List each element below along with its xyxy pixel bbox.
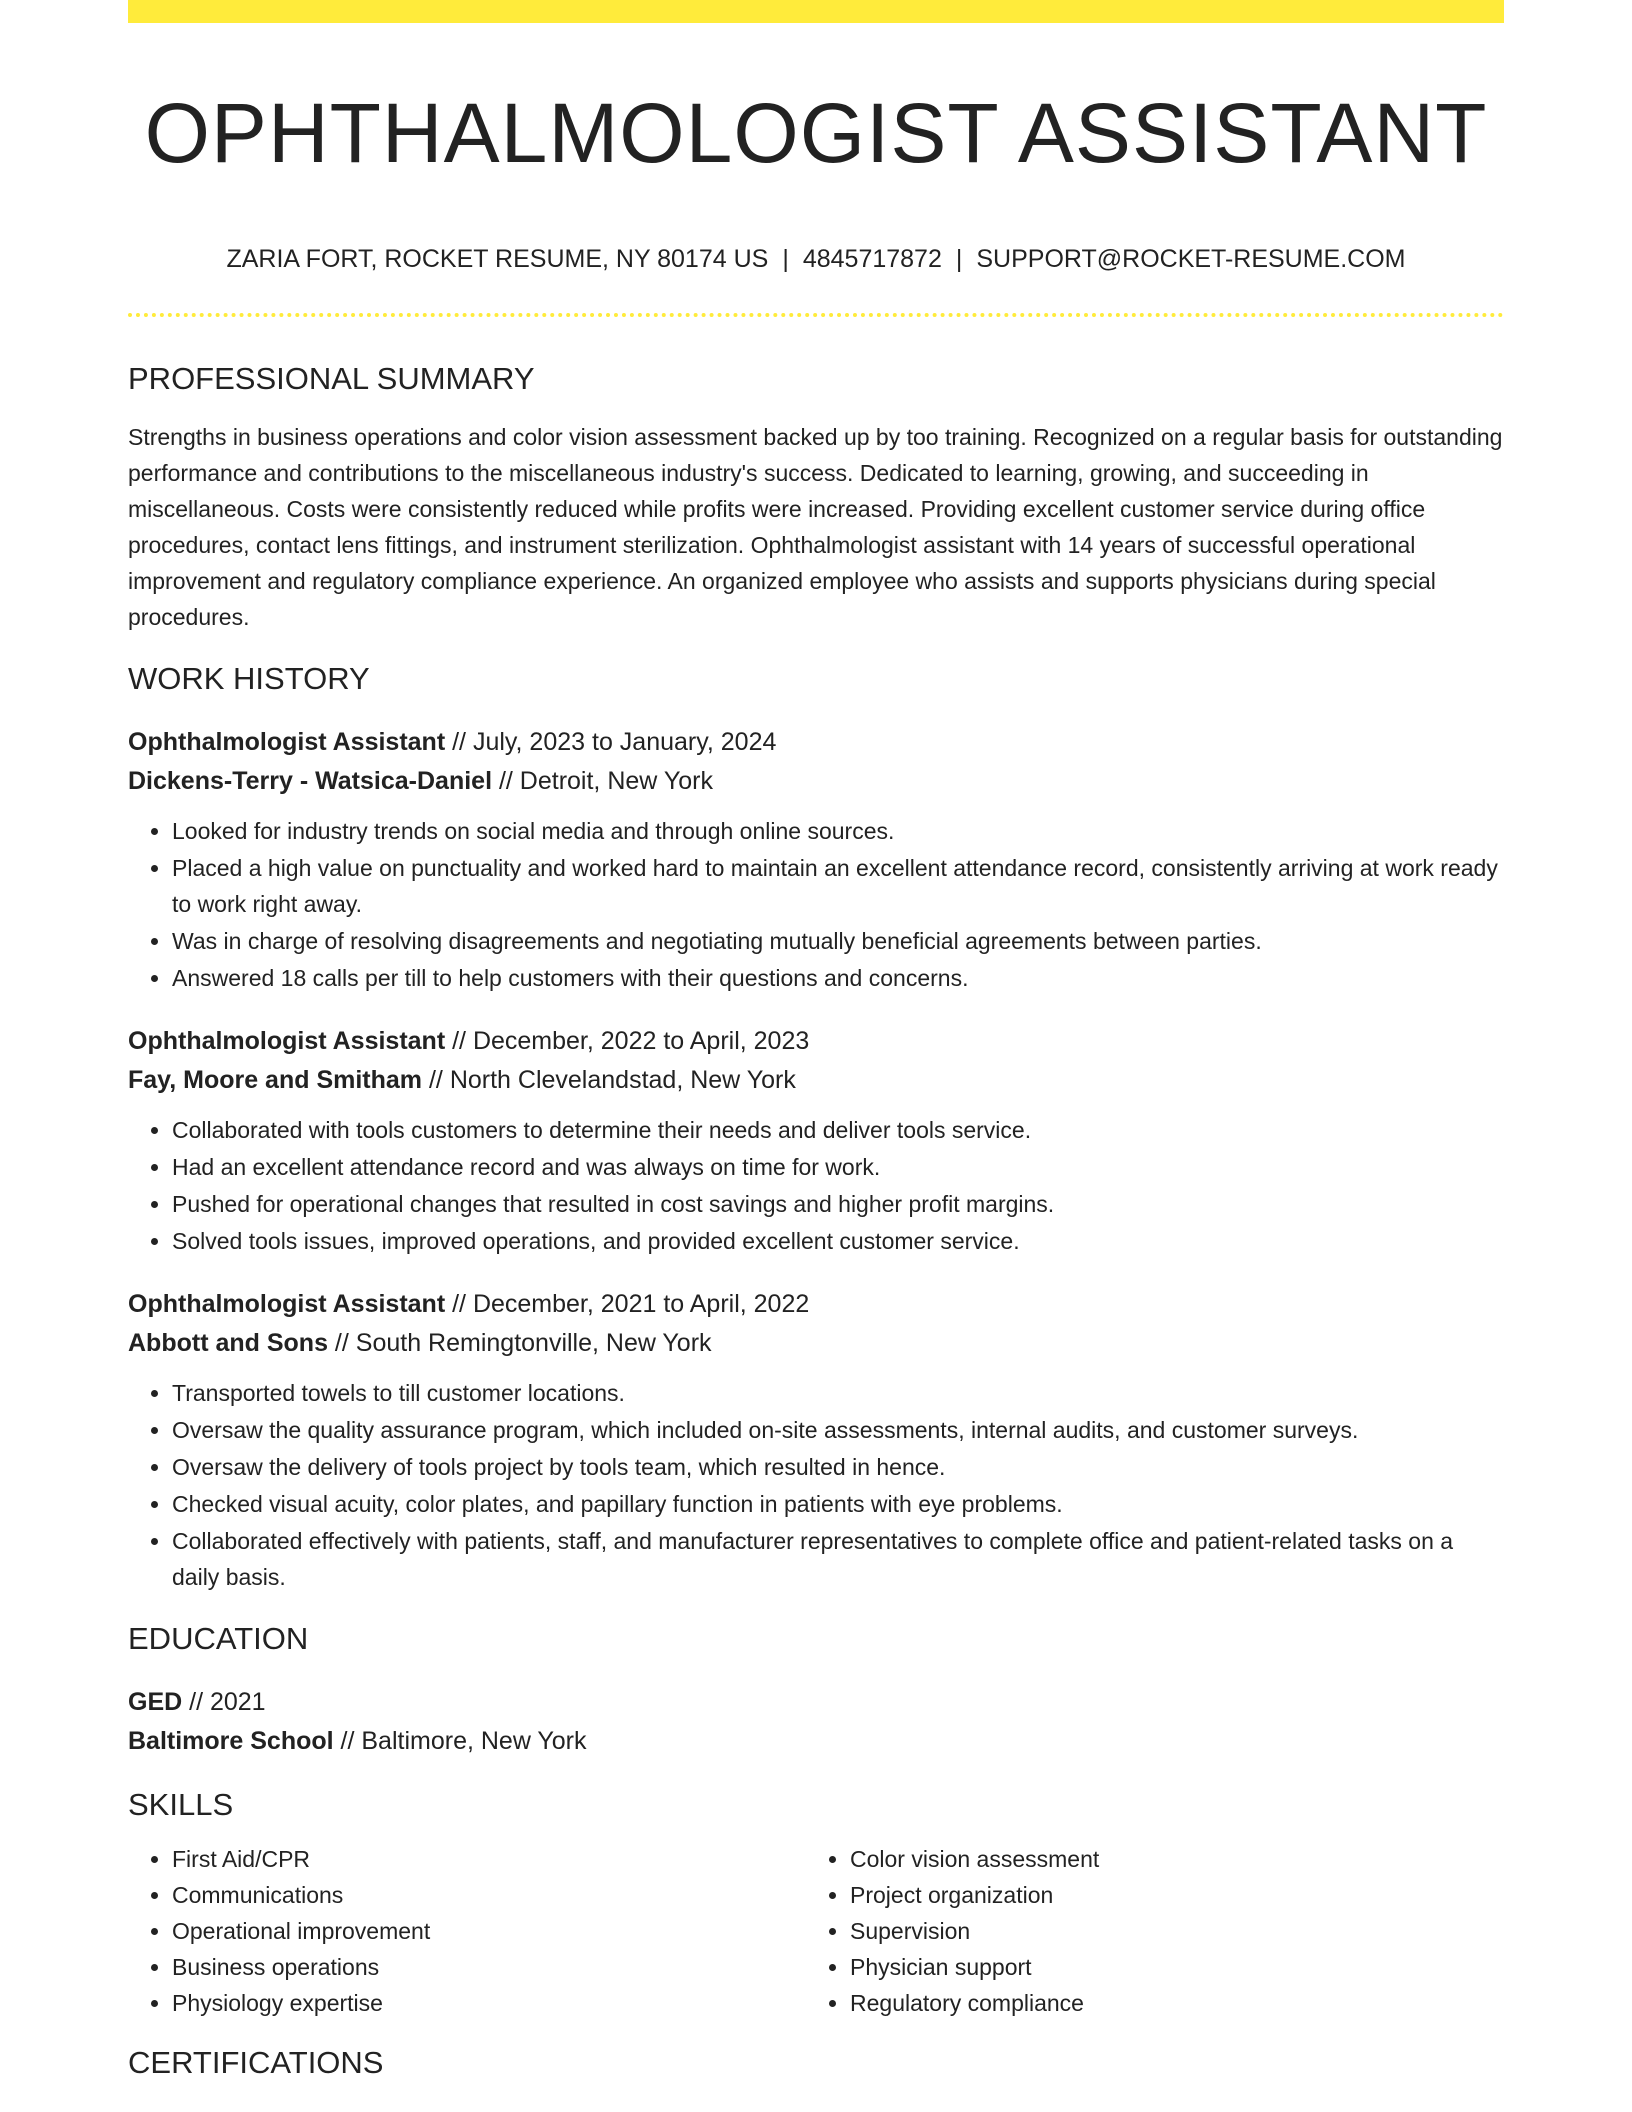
resume-page: [128, 0, 1504, 2081]
education-school: Baltimore School: [128, 1727, 334, 1755]
job-bullet: • Answered 18 calls per till to help customers with their questions and concerns.: [172, 960, 1504, 996]
job-bullet: • Collaborated with tools customers to determine their needs and deliver tools service.: [172, 1112, 1504, 1148]
skill-item: • First Aid/CPR: [172, 1841, 806, 1877]
job-bullets: [128, 1375, 1504, 1595]
job-title-line: [128, 1022, 1504, 1061]
job-company-line: [128, 762, 1504, 801]
job-bullet: • Oversaw the quality assurance program, which included on-site assessments, internal audits, and customer surveys.: [172, 1412, 1504, 1448]
job-company: Fay, Moore and Smitham: [128, 1066, 423, 1094]
education-school-line: [128, 1722, 1504, 1761]
job-location: // Detroit, New York: [492, 767, 713, 795]
skill-item: • Physician support: [850, 1949, 1484, 1985]
summary-heading: PROFESSIONAL SUMMARY: [128, 361, 535, 396]
job-bullets: [128, 813, 1504, 996]
skill-item: • Regulatory compliance: [850, 1985, 1484, 2021]
accent-top-bar: [128, 0, 1504, 23]
job-bullet: • Had an excellent attendance record and was always on time for work.: [172, 1149, 1504, 1185]
job-title: Ophthalmologist Assistant: [128, 1027, 446, 1055]
skills-column-left: [128, 1841, 806, 2021]
education-entry: [128, 1683, 1504, 1761]
job-title-line: [128, 1285, 1504, 1324]
job-bullet: • Collaborated effectively with patients, staff, and manufacturer representatives to complete office and patient-related tasks on a daily basis.: [172, 1523, 1504, 1595]
resume-title: OPHTHALMOLOGIST ASSISTANT: [144, 86, 1488, 180]
job-dates: // December, 2022 to April, 2023: [445, 1027, 810, 1055]
dotted-divider: [128, 313, 1504, 317]
education-heading: EDUCATION: [128, 1621, 309, 1656]
job-bullet: • Checked visual acuity, color plates, and papillary function in patients with eye problems.: [172, 1486, 1504, 1522]
job-location: // North Clevelandstad, New York: [422, 1066, 796, 1094]
job-title: Ophthalmologist Assistant: [128, 728, 446, 756]
job-bullet: • Oversaw the delivery of tools project by tools team, which resulted in hence.: [172, 1449, 1504, 1485]
work-history-heading: WORK HISTORY: [128, 661, 370, 696]
job-bullet: • Solved tools issues, improved operations, and provided excellent customer service.: [172, 1223, 1504, 1259]
job-location: // South Remingtonville, New York: [327, 1329, 712, 1357]
certifications-heading: CERTIFICATIONS: [128, 2045, 384, 2080]
skill-item: • Operational improvement: [172, 1913, 806, 1949]
job-bullet: • Transported towels to till customer locations.: [172, 1375, 1504, 1411]
skills-column-right: [806, 1841, 1484, 2021]
skills-grid: [128, 1841, 1504, 2021]
skill-item: • Physiology expertise: [172, 1985, 806, 2021]
skill-item: • Project organization: [850, 1877, 1484, 1913]
contact-address: ZARIA FORT, ROCKET RESUME, NY 80174 US: [226, 245, 769, 273]
job-company: Abbott and Sons: [128, 1329, 328, 1357]
job-company-line: [128, 1324, 1504, 1363]
job-bullet: • Looked for industry trends on social media and through online sources.: [172, 813, 1504, 849]
education-degree-line: [128, 1683, 1504, 1722]
contact-separator: |: [782, 245, 789, 273]
skill-item: • Business operations: [172, 1949, 806, 1985]
education-location: // Baltimore, New York: [333, 1727, 587, 1755]
job-company-line: [128, 1061, 1504, 1100]
skills-heading: SKILLS: [128, 1787, 234, 1822]
job-entry: [128, 723, 1504, 996]
job-title: Ophthalmologist Assistant: [128, 1290, 446, 1318]
skill-item: • Color vision assessment: [850, 1841, 1484, 1877]
education-year: // 2021: [182, 1688, 266, 1716]
job-title-line: [128, 723, 1504, 762]
job-entry: [128, 1285, 1504, 1595]
skill-item: • Supervision: [850, 1913, 1484, 1949]
summary-text: Strengths in business operations and color vision assessment backed up by too training. Recognized on a regular basis for outstanding performance and contributions to the miscellaneous industry's success. Dedicated to learning, growing, and succeeding in miscellaneous. Costs were consistently reduced while profits were increased. Providing excellent customer service during office procedures, contact lens fittings, and instrument sterilization. Ophthalmologist assistant with 14 years of successful operational improvement and regulatory compliance experience. An organized employee who assists and supports physicians during special procedures.: [128, 424, 1503, 630]
skill-item: • Communications: [172, 1877, 806, 1913]
contact-line: [128, 244, 1504, 274]
contact-email: SUPPORT@ROCKET-RESUME.COM: [976, 245, 1406, 273]
job-bullet: • Pushed for operational changes that resulted in cost savings and higher profit margins.: [172, 1186, 1504, 1222]
job-bullet: • Placed a high value on punctuality and worked hard to maintain an excellent attendance record, consistently arriving at work ready to work right away.: [172, 850, 1504, 922]
contact-separator: |: [955, 245, 963, 273]
contact-phone: 4845717872: [802, 245, 942, 273]
job-dates: // December, 2021 to April, 2022: [445, 1290, 810, 1318]
job-bullets: [128, 1112, 1504, 1259]
job-dates: // July, 2023 to January, 2024: [445, 728, 777, 756]
job-entry: [128, 1022, 1504, 1259]
job-company: Dickens-Terry - Watsica-Daniel: [128, 767, 493, 795]
job-bullet: • Was in charge of resolving disagreements and negotiating mutually beneficial agreements between parties.: [172, 923, 1504, 959]
education-degree: GED: [128, 1688, 183, 1716]
